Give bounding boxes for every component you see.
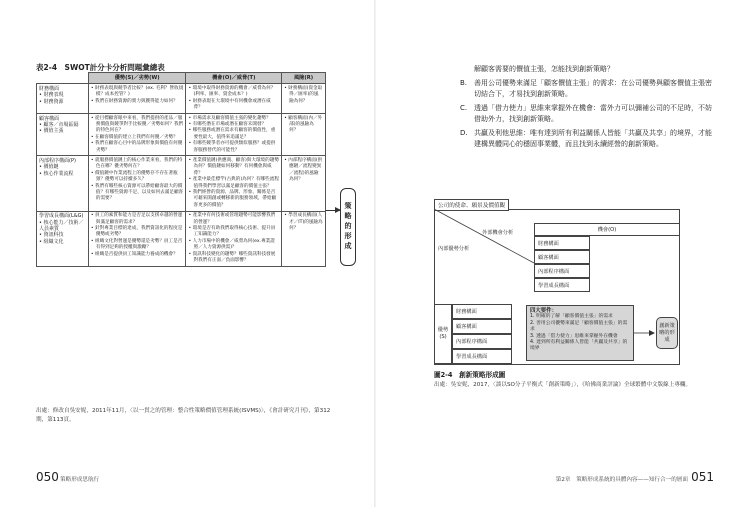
table-row (37, 156, 326, 211)
cell-r: • 學習成長構面(人才／IT)的風險為何？ (282, 211, 326, 266)
running-title-right: 第2章 策略形成系統的具體內容——知行合一的層面 (555, 477, 688, 483)
table-title: 表2-4 SWOT計分卡分析問題彙總表 (36, 63, 165, 72)
cell-ot: • 環境中取得財務資源的機會／威脅為何？(利率、匯率、資金成本？) • 財務表現在大環境中有何機會或潛在威脅？ (186, 84, 282, 114)
cell-sw: • 就服務價值鏈上的核心作業來看，我們的特色在哪？優劣勢何在？ • 價值鏈中作業流程上的優勢存不存在著瓶頸？優勢可以持續多久？ • 我們有哪些核心資源可以帶給顧客最大的價值？有哪些資源不足，以及如何去滿足顧客的需要？ (88, 156, 186, 211)
external-analysis-label: 外部機會分析 (482, 230, 514, 236)
paragraph: 解顧客需要的價值主張，怎能找到創新策略？ (474, 65, 614, 73)
table-row (37, 84, 326, 114)
opp-row-learning: 學習成長構面 (534, 278, 590, 292)
cell-r: • 內部程序構面(供應鏈／流程變異／流程)的風險為何？ (282, 156, 326, 211)
strategy-formation-box: 策略的形成 (340, 188, 356, 266)
str-row-process: 內部程序構面 (452, 334, 512, 349)
internal-analysis-label: 內部優勢分析 (438, 246, 470, 252)
list-item: C. 透過「借力使力」思維來掌握外在機會：當外力可以彌補公司的不足時，不妨借助外力，找到創新策略。 (460, 103, 712, 123)
cell-sw: • 員工的素質和能力是否足以支援卓越的營運與滿足顧客的需求？ • 針對專業目標的達成，我們資訊化的程度是優勢或劣勢？ • 組織文化對營運是優勢還是劣勢？員工是否有得到足夠的授權與激勵？ • 組織是否提供員工知識能力養成的機會？ (88, 211, 186, 266)
figure-caption: 圖2-4 創新策略形成圖 (434, 371, 506, 379)
innovation-strategy-diagram (434, 199, 680, 365)
str-row-learning: 學習成長構面 (452, 349, 512, 364)
str-row-customer: 顧客構面 (452, 319, 512, 334)
cell-sw: • 財務表現與競爭者比較？(ex. 毛利？營收規模？成本控管？) • 我們在財務資源的實力與獲得能力如何？ (88, 84, 186, 114)
strength-header: 優勢(S) (434, 304, 452, 364)
arrow-right-icon (434, 199, 680, 365)
table-source-note: 出處：修改自吳安妮，2011年11月，〈以一貫之的管理：整合性策略價值管理系統(ISVMS)〉，《會計研究月刊》，第312期，第113頁。 (36, 408, 331, 423)
header-ot: 機會(O)／威脅(T) (186, 73, 282, 84)
innovation-formation-box: 創新策略的形成 (656, 317, 678, 349)
cell-ot: • 產業價值鏈(供應商、顧客)與大環境的趨勢為何？價值鏈如何移動？有何機會與威脅？ • 產業中最佳標竿(古典的)為何？有哪些流程值得我們學習以滿足顧客的價值主張？ • 我們經營的資源、品牌、形象、關係是否可藉來開創或轉移新的服務領域，帶給顧客更多的價值？ (186, 156, 282, 211)
row-head-learning: 學習成長構面(L&G) • 核心能力／技術／人員素質 • 資訊科技 • 組織文化 (37, 211, 89, 266)
row-head-financial: 財務構面 • 財務表現 • 財務資源 (37, 84, 89, 114)
table-header-row (37, 73, 326, 84)
row-head-customer: 顧客構面 • 顧客／市場區隔 • 價值主張 (37, 114, 89, 156)
table-corner (37, 73, 89, 84)
diagram-title: 公司的使命、願景及價值觀 (434, 199, 509, 211)
opp-row-customer: 顧客構面 (534, 250, 590, 264)
cell-ot: • 產業中有何技術或管理趨勢可能影響我們的營運？ • 環境是否有助我們取得核心技術、提升員工知識能力？ • 人力市場中的機會／威脅為何(ex.專業證照／人力資源供需)？ • 資訊科技變化的趨勢？哪些資訊科技發展對我們有正面／負面影響？ (186, 211, 282, 266)
str-row-financial: 財務構面 (452, 304, 512, 319)
table-row (37, 211, 326, 266)
row-head-process: 內部程序構面(P) • 價值鏈 • 核心作業流程 (37, 156, 89, 211)
list-item: D. 共贏及利他思維：唯有達到所有利益關係人皆能「共贏及共享」的境界，才能建構異體同心的穩固事業體，而且找到永續經營的創新策略。 (460, 128, 712, 148)
book-gutter (374, 0, 376, 507)
opp-row-financial: 財務構面 (534, 236, 590, 250)
table-row (37, 114, 326, 156)
opportunity-header: 機會(O) (534, 223, 680, 236)
list-item: B. 善用公司優勢來滿足「顧客價值主張」的需求：在公司優勢與顧客價值主張密切結合下，才易找到創新策略。 (460, 78, 712, 98)
cell-ot: • 市場需求及顧客價值主張的變化趨勢？ • 有哪些潛在市場或潛在顧客未開發？ • 哪些服務或潛在需求有顧客的價值性，重要性最大，值得來追滿足？ • 有哪些競爭者亦可提供類似服務？或提供客服務替代的可能性？ (186, 114, 282, 156)
swot-table (36, 72, 326, 267)
header-sw: 優勢(S)／劣勢(W) (88, 73, 186, 84)
header-r: 風險(R) (282, 73, 326, 84)
figure-source-note: 出處：吳安妮，2017，〈談以SO分子平衡式「創新策略」〉，《哈佛商業評論》全球繁體中文版線上專欄。 (434, 382, 692, 388)
four-requirements-box: 四大要件： 1. 明確的了解「顧客價值主張」的需求 2. 善用公司優勢來滿足「顧客價值主張」的需求 3. 透過「借力使力」思維來掌握外在機會 4. 達到所有利益關係人皆能「共贏及共享」的境界 (526, 305, 634, 361)
running-title-left: 策略形成思航行 (60, 477, 100, 483)
opp-row-process: 內部程序構面 (534, 264, 590, 278)
cell-r: • 顧客構面(內／外部)的風險為何？ (282, 114, 326, 156)
cell-r: • 財務構面(資金取得／匯率)的風險為何？ (282, 84, 326, 114)
cell-sw: • 從目標顧客眼中來看，我們提供的產品／服務價值與競爭對手比較優／劣勢如何？我們的特色何在？ • 在顧客價值的建立上我們有何優／劣勢？ • 我們在顧客心目中的品牌形象與價值有何優劣勢？ (88, 114, 186, 156)
body-text (460, 64, 715, 153)
page-number-right: 051 (691, 470, 714, 484)
page-number-left: 050 (36, 470, 59, 484)
